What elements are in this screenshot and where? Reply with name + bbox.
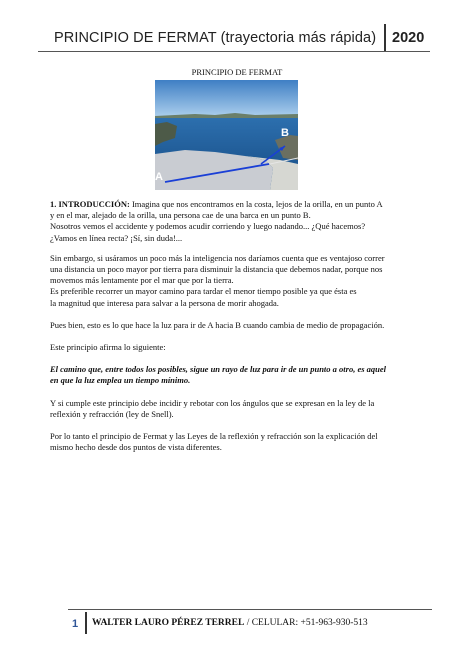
para2-line-1: Sin embargo, si usáramos un poco más la inteligencia nos daríamos cuenta que es ventajoso correr — [50, 252, 385, 263]
intro-line-4: ¿Vamos en línea recta? ¡Sí, sin duda!... — [50, 232, 183, 243]
header-separator — [384, 24, 386, 52]
footer-author — [92, 618, 368, 628]
header-year: 2020 — [392, 30, 425, 46]
page-number: 1 — [72, 618, 79, 630]
footer-separator — [85, 612, 87, 634]
page-header — [0, 0, 474, 60]
header-title: PRINCIPIO DE FERMAT (trayectoria más rápida) — [54, 30, 377, 46]
document-body — [50, 199, 434, 464]
intro-line-2: y en el mar, alejado de la orilla, una persona cae de una barca en un punto B. — [50, 210, 311, 221]
footer-rule — [68, 609, 432, 610]
coast-illustration — [155, 80, 298, 190]
para2-line-3: movemos más lentamente por el mar que por la tierra. — [50, 275, 234, 286]
para8-line-1: Por lo tanto el principio de Fermat y las Leyes de la reflexión y refracción son la explicación del — [50, 431, 378, 442]
coast-figure — [155, 80, 298, 190]
intro-line-3: Nosotros vemos el accidente y podemos acudir corriendo y luego nadando... ¿Qué hacemos? — [50, 221, 366, 232]
header-rule — [38, 51, 430, 52]
author-name: WALTER LAURO PÉREZ TERREL — [92, 618, 245, 628]
principle-statement — [50, 364, 434, 386]
paragraph-5: Este principio afirma lo siguiente: — [50, 342, 166, 353]
paragraph-8 — [50, 431, 434, 453]
principle-line-2: en que la luz emplea un tiempo mínimo. — [50, 375, 191, 386]
para2-line-2: una distancia un poco mayor por tierra para disminuir la distancia que debemos nadar, porque nos — [50, 264, 383, 275]
document-title: PRINCIPIO DE FERMAT — [191, 67, 283, 77]
principle-line-1: El camino que, entre todos los posibles, sigue un rayo de luz para ir de un punto a otro, es aquel — [50, 364, 387, 375]
para7-line-1: Y si cumple este principio debe incidir y rebotar con los ángulos que se expresan en la ley de la — [50, 397, 375, 408]
intro-heading: 1. INTRODUCCIÓN: — [50, 199, 130, 209]
para7-line-2: reflexión y refracción (ley de Snell). — [50, 408, 174, 419]
sky — [155, 80, 298, 116]
para8-line-2: mismo hecho desde dos puntos de vista diferentes. — [50, 442, 222, 453]
para3-line-1: Es preferible recorrer un mayor camino para tardar el menor tiempo posible ya que ésta es — [50, 286, 357, 297]
label-a: A — [155, 171, 163, 183]
paragraph-2 — [50, 253, 434, 309]
label-b: B — [281, 127, 289, 139]
paragraph-4: Pues bien, esto es lo que hace la luz para ir de A hacia B cuando cambia de medio de propagación. — [50, 319, 385, 330]
para3-line-2: la magnitud que interesa para salvar a la persona de morir ahogada. — [50, 297, 279, 308]
author-contact: / CELULAR: +51-963-930-513 — [244, 618, 368, 628]
paragraph-7 — [50, 398, 434, 420]
intro-paragraph — [50, 199, 434, 244]
intro-line-1: Imagina que nos encontramos en la costa, lejos de la orilla, en un punto A — [129, 199, 383, 209]
